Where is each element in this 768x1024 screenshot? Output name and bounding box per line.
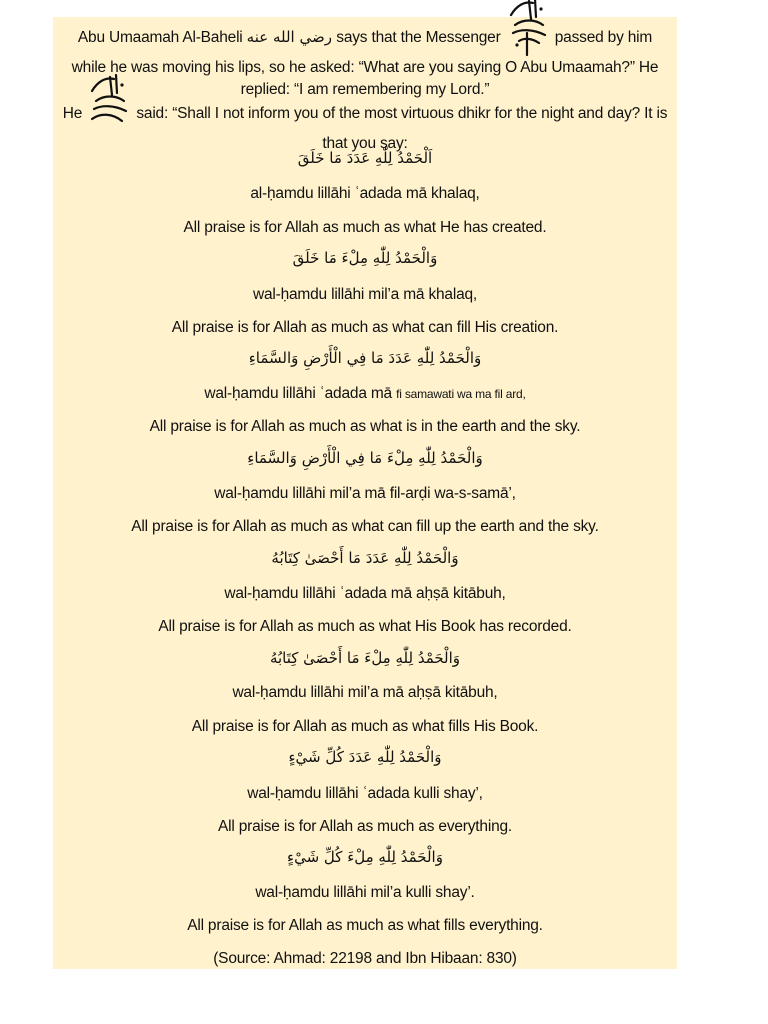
radiallahu-anhu-text: رضي الله عنه — [246, 28, 332, 47]
he-text: He — [62, 105, 83, 123]
dhikr-6-translation: All praise is for Allah as much as what fills His Book. — [191, 718, 539, 735]
narrator-name: Abu Umaamah Al-Baheli — [77, 29, 243, 47]
messenger-text: says that the Messenger — [336, 29, 501, 47]
intro-paragraph — [53, 19, 677, 101]
dhikr-3-translation: All praise is for Allah as much as what is in the earth and the sky. — [149, 418, 581, 435]
salawat-calligraphy-icon — [505, 19, 551, 57]
document-panel — [53, 17, 677, 969]
source-citation: (Source: Ahmad: 22198 and Ibn Hibaan: 830) — [213, 950, 517, 967]
question-text: said: “Shall I not inform you of the most virtuous dhikr for the night and day? It is that you say: — [136, 105, 668, 152]
dhikr-3-arabic: وَالْحَمْدُ لِلّٰهِ عَدَدَ مَا فِي الْأَرْضِ وَالسَّمَاءِ — [248, 349, 482, 367]
dhikr-8-arabic: وَالْحَمْدُ لِلّٰهِ مِلْءَ كُلِّ شَيْءٍ — [287, 848, 443, 866]
dhikr-8-transliteration: wal-ḥamdu lillāhi mil’a kulli shay’. — [255, 884, 475, 901]
intro-line-2 — [53, 95, 677, 155]
dhikr-6-transliteration: wal-ḥamdu lillāhi mil’a mā aḥṣā kitābuh, — [232, 684, 498, 701]
dhikr-1-transliteration: al-ḥamdu lillāhi ʿadada mā khalaq, — [250, 185, 480, 202]
dhikr-2-transliteration: wal-ḥamdu lillāhi mil’a mā khalaq, — [252, 286, 478, 303]
dhikr-4-translation: All praise is for Allah as much as what can fill up the earth and the sky. — [131, 518, 599, 535]
salawat-calligraphy-icon-2 — [86, 95, 132, 133]
dhikr-1-translation: All praise is for Allah as much as what He has created. — [183, 219, 547, 236]
dhikr-5-transliteration: wal-ḥamdu lillāhi ʿadada mā aḥṣā kitābuh, — [224, 585, 506, 602]
dhikr-5-arabic: وَالْحَمْدُ لِلّٰهِ عَدَدَ مَا أَحْصَىٰ كِتَابُهُ — [271, 549, 459, 567]
dhikr-2-translation: All praise is for Allah as much as what can fill His creation. — [171, 319, 559, 336]
dhikr-3-transliteration: wal-ḥamdu lillāhi ʿadada mā fi samawati wa ma fil ard, — [204, 385, 526, 402]
dhikr-7-transliteration: wal-ḥamdu lillāhi ʿadada kulli shay’, — [247, 785, 483, 802]
intro-continuation: passed by him while he was moving his lips, so he asked: “What are you saying O Abu Umaamah?” He replied: “I am remembering my Lord.” — [71, 29, 659, 98]
intro-paragraph-2 — [53, 95, 677, 155]
dhikr-7-translation: All praise is for Allah as much as everything. — [217, 818, 513, 835]
dhikr-2-arabic: وَالْحَمْدُ لِلّٰهِ مِلْءَ مَا خَلَقَ — [292, 249, 438, 267]
dhikr-8-translation: All praise is for Allah as much as what fills everything. — [187, 917, 543, 934]
dhikr-7-arabic: وَالْحَمْدُ لِلّٰهِ عَدَدَ كُلِّ شَيْءٍ — [288, 748, 442, 766]
dhikr-1-arabic: اَلْحَمْدُ لِلّٰهِ عَدَدَ مَا خَلَقَ — [297, 149, 433, 167]
dhikr-4-arabic: وَالْحَمْدُ لِلّٰهِ مِلْءَ مَا فِي الْأَرْضِ وَالسَّمَاءِ — [247, 449, 483, 467]
dhikr-6-arabic: وَالْحَمْدُ لِلّٰهِ مِلْءَ مَا أَحْصَىٰ كِتَابُهُ — [269, 649, 461, 667]
dhikr-4-transliteration: wal-ḥamdu lillāhi mil’a mā fil-arḍi wa-s-samā’, — [214, 485, 516, 502]
dhikr-5-translation: All praise is for Allah as much as what His Book has recorded. — [158, 618, 572, 635]
intro-line-1 — [53, 19, 677, 101]
